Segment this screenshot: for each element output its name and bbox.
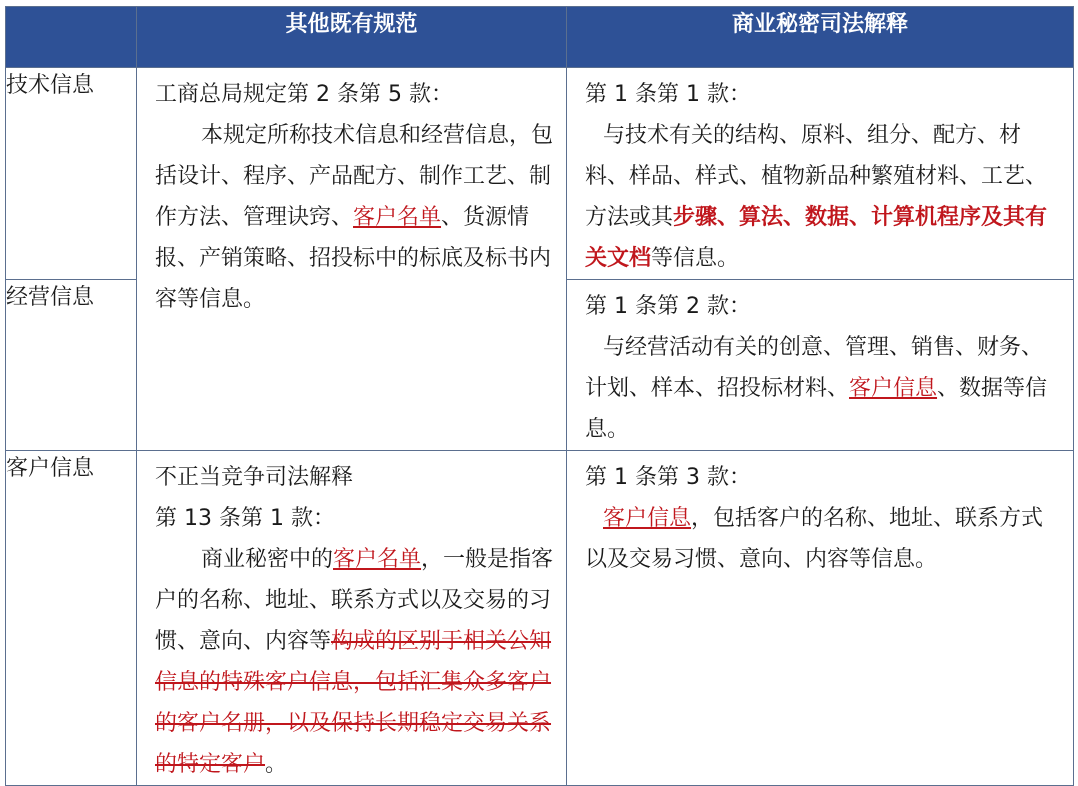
cell-art1-para3 (567, 451, 1074, 786)
header-other-norms: 其他既有规范 (137, 7, 567, 68)
customer-list-highlight-2: 客户名单 (333, 547, 422, 572)
row-label-customer-info: 客户信息 (6, 451, 137, 786)
art1-para3-title: 第 1 条第 3 款： (585, 465, 751, 490)
row-tech-info (6, 68, 1074, 280)
art13-text: 商业秘密中的客户名单，一般是指客户的名称、地址、联系方式以及交易的习惯、意向、内容等构成的区别于相关公知信息的特殊客户信息，包括汇集众多客户的客户名册，以及保持长期稳定交易关系的特定客户。 (155, 547, 554, 777)
saic-rule-text: 本规定所称技术信息和经营信息，包括设计、程序、产品配方、制作工艺、制作方法、管理诀窍、客户名单、货源情报、产销策略、招投标中的标底及标书内容等信息。 (155, 123, 554, 312)
row-label-tech-info: 技术信息 (6, 68, 137, 280)
art1-para2-title: 第 1 条第 2 款： (585, 294, 751, 319)
customer-list-highlight: 客户名单 (353, 205, 442, 230)
cell-art1-para1 (567, 68, 1074, 280)
unfair-competition-title: 不正当竞争司法解释 (155, 465, 354, 490)
art13-title: 第 13 条第 1 款： (155, 506, 335, 531)
row-customer-info (6, 451, 1074, 786)
header-judicial-interpretation: 商业秘密司法解释 (567, 7, 1074, 68)
art1-para3-text: 客户信息，包括客户的名称、地址、联系方式以及交易习惯、意向、内容等信息。 (585, 506, 1044, 572)
header-empty-cell (6, 7, 137, 68)
comparison-table (5, 6, 1074, 786)
art1-para1-text: 与技术有关的结构、原料、组分、配方、材料、样品、样式、植物新品种繁殖材料、工艺、方法或其步骤、算法、数据、计算机程序及其有关文档等信息。 (585, 123, 1048, 271)
struck-text: 构成的区别于相关公知信息的特殊客户信息，包括汇集众多客户的客户名册，以及保持长期稳定交易关系的特定客户 (155, 629, 552, 777)
row-label-biz-info: 经营信息 (6, 280, 137, 451)
saic-rule-title: 工商总局规定第 2 条第 5 款： (155, 82, 453, 107)
art1-para1-title: 第 1 条第 1 款： (585, 82, 751, 107)
tech-bold-highlight: 步骤、算法、数据、计算机程序及其有关文档 (585, 205, 1048, 271)
cell-unfair-competition (137, 451, 567, 786)
art1-para2-text: 与经营活动有关的创意、管理、销售、财务、计划、样本、招投标材料、客户信息、数据等信息。 (585, 335, 1048, 442)
header-row (6, 7, 1074, 68)
customer-info-highlight: 客户信息 (849, 376, 938, 401)
cell-art1-para2 (567, 280, 1074, 451)
cell-saic-rule (137, 68, 567, 451)
customer-info-highlight-2: 客户信息 (603, 506, 692, 531)
